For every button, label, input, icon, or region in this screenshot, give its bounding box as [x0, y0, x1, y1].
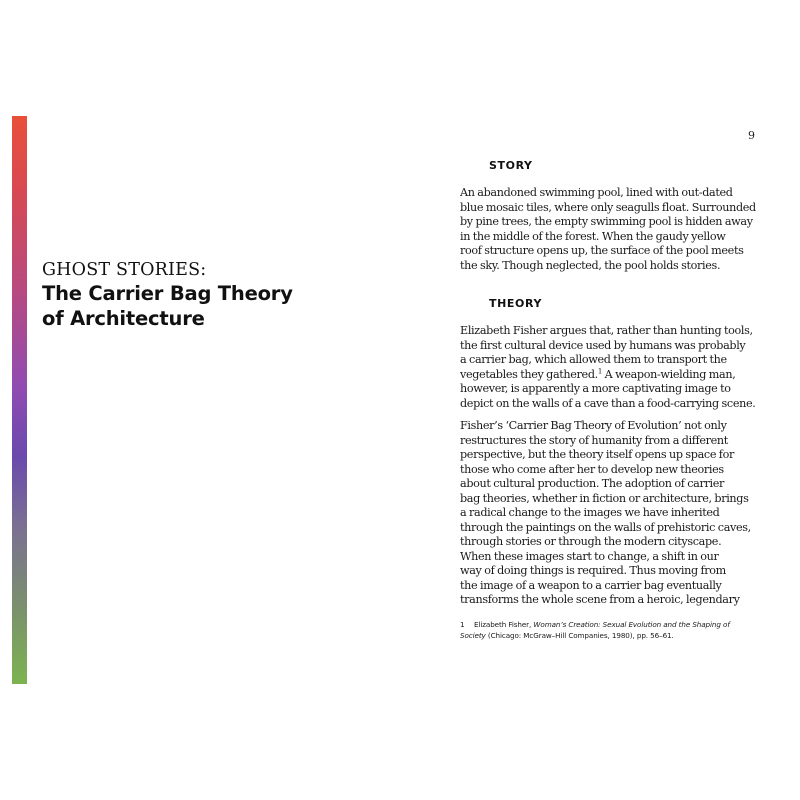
text-line: through stories or through the modern cityscape.	[460, 535, 722, 548]
text-line: restructures the story of humanity from a different	[460, 433, 728, 447]
text-line: A weapon-wielding man,	[601, 367, 736, 381]
theory-heading: THEORY	[489, 297, 543, 310]
text-line: by pine trees, the empty swimming pool is hidden away	[460, 215, 753, 228]
theory-paragraph-2	[460, 419, 790, 608]
text-line: a radical change to the images we have inherited	[460, 506, 720, 519]
footnote-citation: (Chicago: McGraw–Hill Companies, 1980), pp. 56–61.	[485, 630, 674, 640]
title-main-line-1: The Carrier Bag Theory	[42, 282, 293, 305]
text-line: way of doing things is required. Thus moving from	[460, 564, 726, 577]
theory-paragraph-1	[460, 324, 790, 411]
story-heading: STORY	[489, 159, 533, 172]
text-line: the sky. Though neglected, the pool holds stories.	[460, 258, 721, 272]
text-line: in the middle of the forest. When the gaudy yellow	[460, 229, 726, 243]
footnote	[460, 620, 780, 641]
footnote-number: 1	[460, 620, 465, 629]
footnote-title-cont: Society	[460, 630, 486, 640]
text-line: the image of a weapon to a carrier bag eventually	[460, 578, 722, 592]
footnote-title: Woman’s Creation: Sexual Evolution and the Shaping of	[533, 620, 730, 629]
footnote-author: Elizabeth Fisher,	[474, 620, 534, 629]
text-line: bag theories, whether in fiction or architecture, brings	[460, 491, 749, 505]
text-line: the first cultural device used by humans was probably	[460, 338, 746, 352]
text-line: blue mosaic tiles, where only seagulls float. Surrounded	[460, 200, 756, 214]
text-line: perspective, but the theory itself opens up space for	[460, 448, 734, 461]
text-line: transforms the whole scene from a heroic, legendary	[460, 593, 740, 606]
text-line: When these images start to change, a shift in our	[460, 549, 719, 563]
text-line: vegetables they gathered.	[460, 367, 598, 381]
text-line: depict on the walls of a cave than a food-carrying scene.	[460, 396, 756, 410]
footnote-reference[interactable]: 1	[597, 366, 602, 375]
accent-gradient-bar	[12, 116, 27, 684]
story-paragraph	[460, 186, 790, 273]
chapter-title	[42, 259, 372, 331]
text-line: those who come after her to develop new theories	[460, 462, 724, 476]
text-line: a carrier bag, which allowed them to transport the	[460, 353, 727, 366]
text-line: however, is apparently a more captivating image to	[460, 382, 731, 395]
title-kicker: GHOST STORIES:	[42, 260, 207, 280]
text-line: Elizabeth Fisher argues that, rather than hunting tools,	[460, 324, 753, 337]
text-line: Fisher’s ‘Carrier Bag Theory of Evolution’ not only	[460, 419, 727, 432]
page-number: 9	[748, 129, 755, 142]
text-line: An abandoned swimming pool, lined with out-dated	[460, 186, 733, 199]
text-line: through the paintings on the walls of prehistoric caves,	[460, 520, 751, 534]
text-line: about cultural production. The adoption of carrier	[460, 477, 724, 490]
text-line: roof structure opens up, the surface of the pool meets	[460, 244, 744, 257]
title-main-line-2: of Architecture	[42, 307, 205, 330]
